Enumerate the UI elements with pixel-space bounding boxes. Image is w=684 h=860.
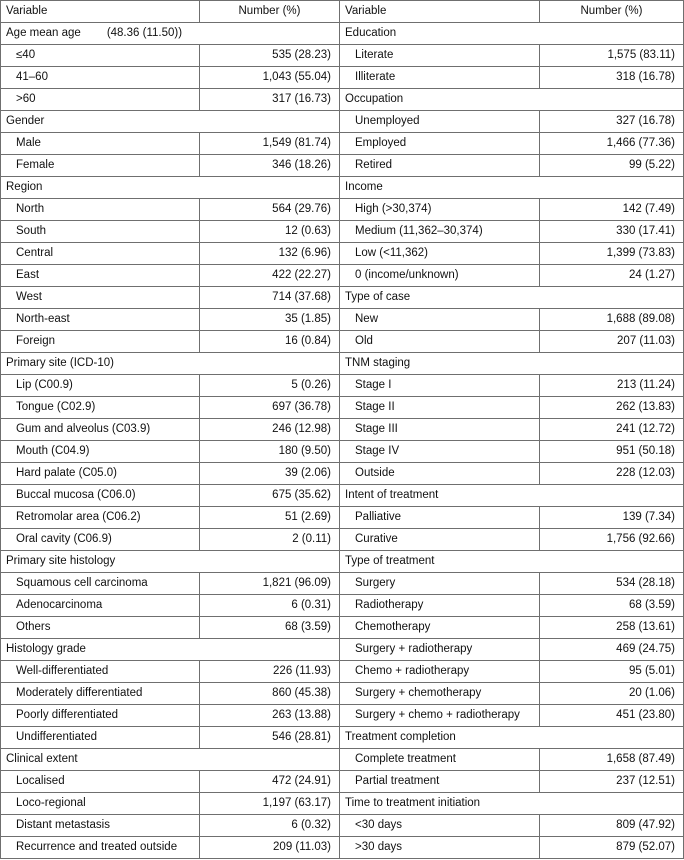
left-variable-label: South [1,221,200,243]
right-variable-header: Variable [340,1,540,23]
left-number-value: 2 (0.11) [200,529,340,551]
right-number-value: 20 (1.06) [540,683,684,705]
left-number-value: 39 (2.06) [200,463,340,485]
left-section-header [1,639,340,661]
section-label: Occupation [345,93,404,105]
table-row [1,837,684,859]
table-row [1,133,684,155]
left-section-header [1,551,340,573]
left-number-value: 535 (28.23) [200,45,340,67]
section-label: Treatment completion [345,731,456,743]
left-variable-header: Variable [1,1,200,23]
right-number-value: 1,658 (87.49) [540,749,684,771]
section-label: Income [345,181,383,193]
left-variable-label: Lip (C00.9) [1,375,200,397]
right-variable-label: Stage IV [340,441,540,463]
section-label: Region [6,181,43,193]
table-row [1,771,684,793]
right-variable-label: Surgery + radiotherapy [340,639,540,661]
table-row [1,309,684,331]
left-variable-label: Buccal mucosa (C06.0) [1,485,200,507]
left-number-value: 546 (28.81) [200,727,340,749]
left-variable-label: Well-differentiated [1,661,200,683]
table-row [1,815,684,837]
left-number-value: 35 (1.85) [200,309,340,331]
left-number-value: 1,043 (55.04) [200,67,340,89]
left-variable-label: Gum and alveolus (C03.9) [1,419,200,441]
left-section-header [1,111,340,133]
table-row [1,221,684,243]
section-label: Age mean age [6,27,81,39]
left-variable-label: 41–60 [1,67,200,89]
left-number-value: 714 (37.68) [200,287,340,309]
left-variable-label: Male [1,133,200,155]
right-variable-label: New [340,309,540,331]
right-variable-label: Complete treatment [340,749,540,771]
header-row [1,1,684,23]
section-label: Gender [6,115,45,127]
right-number-value: 451 (23.80) [540,705,684,727]
table-row [1,595,684,617]
right-section-header [340,89,684,111]
right-section-header [340,551,684,573]
section-label: Primary site (ICD-10) [6,357,114,369]
table-row [1,485,684,507]
table-row [1,199,684,221]
section-label: TNM staging [345,357,411,369]
table-row [1,617,684,639]
right-variable-label: 0 (income/unknown) [340,265,540,287]
table-row [1,375,684,397]
table-row [1,23,684,45]
right-section-header [340,727,684,749]
left-variable-label: Recurrence and treated outside [1,837,200,859]
right-number-value: 809 (47.92) [540,815,684,837]
right-variable-label: Surgery [340,573,540,595]
right-number-value: 95 (5.01) [540,661,684,683]
right-variable-label: <30 days [340,815,540,837]
left-variable-label: Foreign [1,331,200,353]
left-variable-label: Distant metastasis [1,815,200,837]
right-section-header [340,793,684,815]
left-variable-label: >60 [1,89,200,111]
right-variable-label: Employed [340,133,540,155]
left-variable-label: Central [1,243,200,265]
right-variable-label: Retired [340,155,540,177]
table-row [1,89,684,111]
table-row [1,45,684,67]
left-number-value: 346 (18.26) [200,155,340,177]
right-number-value: 330 (17.41) [540,221,684,243]
left-section-header [1,23,340,45]
right-number-value: 879 (52.07) [540,837,684,859]
left-number-value: 6 (0.32) [200,815,340,837]
right-variable-label: Radiotherapy [340,595,540,617]
section-label: Clinical extent [6,753,78,765]
table-row [1,661,684,683]
left-number-value: 860 (45.38) [200,683,340,705]
left-number-value: 1,821 (96.09) [200,573,340,595]
right-number-value: 1,399 (73.83) [540,243,684,265]
right-variable-label: Stage I [340,375,540,397]
table-row [1,727,684,749]
table-row [1,243,684,265]
left-number-value: 5 (0.26) [200,375,340,397]
right-variable-label: Outside [340,463,540,485]
left-variable-label: North-east [1,309,200,331]
right-number-value: 237 (12.51) [540,771,684,793]
table-row [1,353,684,375]
right-number-value: 951 (50.18) [540,441,684,463]
section-label: Education [345,27,397,39]
left-number-value: 317 (16.73) [200,89,340,111]
left-number-value: 1,197 (63.17) [200,793,340,815]
left-variable-label: Poorly differentiated [1,705,200,727]
right-number-value: 68 (3.59) [540,595,684,617]
right-number-value: 534 (28.18) [540,573,684,595]
left-number-value: 472 (24.91) [200,771,340,793]
section-label: Intent of treatment [345,489,439,501]
right-variable-label: Surgery + chemo + radiotherapy [340,705,540,727]
table-row [1,529,684,551]
table-row [1,639,684,661]
table-row [1,551,684,573]
left-number-value: 675 (35.62) [200,485,340,507]
left-variable-label: Others [1,617,200,639]
right-variable-label: Unemployed [340,111,540,133]
left-section-header [1,353,340,375]
right-number-value: 1,688 (89.08) [540,309,684,331]
table-row [1,397,684,419]
table-row [1,111,684,133]
right-variable-label: Low (<11,362) [340,243,540,265]
right-number-header: Number (%) [540,1,684,23]
right-number-value: 318 (16.78) [540,67,684,89]
right-number-value: 139 (7.34) [540,507,684,529]
right-section-header [340,287,684,309]
left-number-value: 226 (11.93) [200,661,340,683]
right-variable-label: Partial treatment [340,771,540,793]
right-number-value: 469 (24.75) [540,639,684,661]
left-variable-label: Moderately differentiated [1,683,200,705]
right-number-value: 207 (11.03) [540,331,684,353]
left-number-value: 209 (11.03) [200,837,340,859]
table-row [1,683,684,705]
left-number-value: 51 (2.69) [200,507,340,529]
left-number-value: 246 (12.98) [200,419,340,441]
left-variable-label: Female [1,155,200,177]
left-variable-label: Loco-regional [1,793,200,815]
right-number-value: 213 (11.24) [540,375,684,397]
left-number-value: 132 (6.96) [200,243,340,265]
right-variable-label: High (>30,374) [340,199,540,221]
left-variable-label: Hard palate (C05.0) [1,463,200,485]
table-row [1,67,684,89]
table-row [1,265,684,287]
left-number-value: 564 (29.76) [200,199,340,221]
left-variable-label: East [1,265,200,287]
right-section-header [340,23,684,45]
table-row [1,177,684,199]
section-label: Type of treatment [345,555,435,567]
left-variable-label: Undifferentiated [1,727,200,749]
left-section-header [1,177,340,199]
right-number-value: 99 (5.22) [540,155,684,177]
left-number-value: 1,549 (81.74) [200,133,340,155]
right-number-value: 262 (13.83) [540,397,684,419]
left-variable-label: Squamous cell carcinoma [1,573,200,595]
left-variable-label: Mouth (C04.9) [1,441,200,463]
table-row [1,507,684,529]
left-variable-label: Retromolar area (C06.2) [1,507,200,529]
left-number-value: 180 (9.50) [200,441,340,463]
right-variable-label: Literate [340,45,540,67]
right-variable-label: Chemo + radiotherapy [340,661,540,683]
left-variable-label: Adenocarcinoma [1,595,200,617]
table-row [1,573,684,595]
right-variable-label: Stage III [340,419,540,441]
right-number-value: 24 (1.27) [540,265,684,287]
left-number-value: 12 (0.63) [200,221,340,243]
right-number-value: 258 (13.61) [540,617,684,639]
right-variable-label: Curative [340,529,540,551]
table-row [1,287,684,309]
right-number-value: 1,466 (77.36) [540,133,684,155]
right-variable-label: Illiterate [340,67,540,89]
section-label: Time to treatment initiation [345,797,481,809]
right-variable-label: Surgery + chemotherapy [340,683,540,705]
left-variable-label: West [1,287,200,309]
right-number-value: 1,575 (83.11) [540,45,684,67]
left-variable-label: North [1,199,200,221]
table-row [1,705,684,727]
right-variable-label: Stage II [340,397,540,419]
left-number-value: 422 (22.27) [200,265,340,287]
left-variable-label: Localised [1,771,200,793]
section-label: Type of case [345,291,411,303]
left-section-header [1,749,340,771]
section-label: Primary site histology [6,555,116,567]
right-number-value: 241 (12.72) [540,419,684,441]
right-section-header [340,177,684,199]
right-variable-label: Old [340,331,540,353]
left-number-value: 697 (36.78) [200,397,340,419]
section-label: Histology grade [6,643,86,655]
mean-age-value: (48.36 (11.50)) [106,27,183,39]
left-number-value: 16 (0.84) [200,331,340,353]
left-number-value: 263 (13.88) [200,705,340,727]
right-section-header [340,353,684,375]
left-number-value: 68 (3.59) [200,617,340,639]
table-row [1,463,684,485]
right-section-header [340,485,684,507]
right-number-value: 327 (16.78) [540,111,684,133]
left-variable-label: Oral cavity (C06.9) [1,529,200,551]
right-variable-label: Palliative [340,507,540,529]
left-variable-label: ≤40 [1,45,200,67]
table-row [1,419,684,441]
table-row [1,793,684,815]
right-variable-label: Medium (11,362–30,374) [340,221,540,243]
table-row [1,749,684,771]
right-variable-label: Chemotherapy [340,617,540,639]
table-row [1,331,684,353]
right-variable-label: >30 days [340,837,540,859]
right-number-value: 228 (12.03) [540,463,684,485]
table-row [1,441,684,463]
table-row [1,155,684,177]
left-variable-label: Tongue (C02.9) [1,397,200,419]
left-number-header: Number (%) [200,1,340,23]
left-number-value: 6 (0.31) [200,595,340,617]
right-number-value: 1,756 (92.66) [540,529,684,551]
right-number-value: 142 (7.49) [540,199,684,221]
